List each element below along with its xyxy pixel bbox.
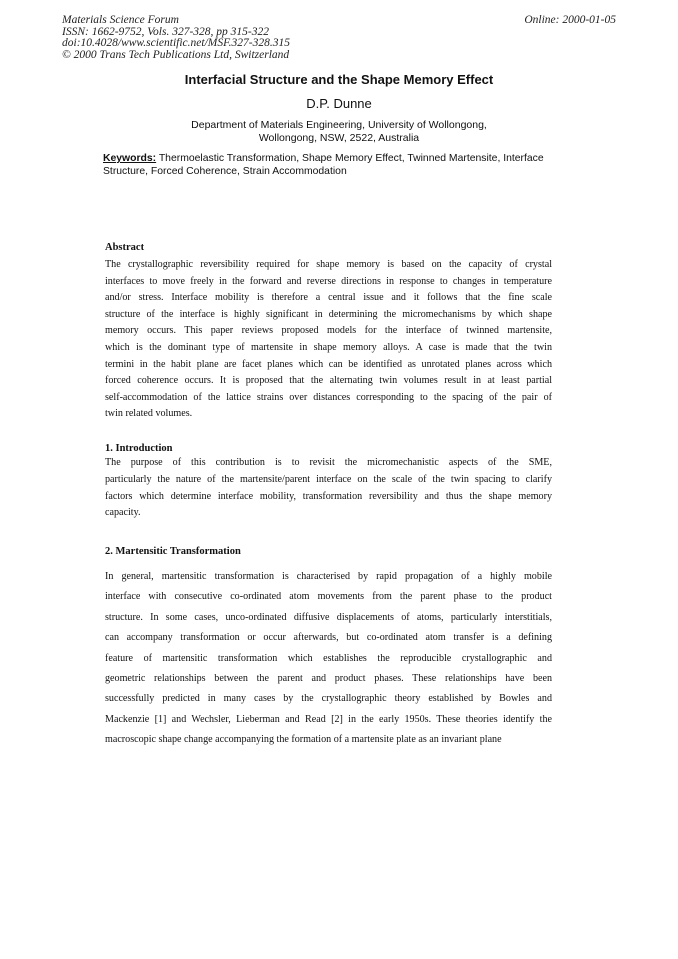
- affiliation-line: Wollongong, NSW, 2522, Australia: [258, 132, 420, 144]
- introduction-line: capacity.: [105, 507, 141, 519]
- section2-line: macroscopic shape change accompanying the formation of a martensite plate as an invariant plane: [105, 734, 502, 746]
- section2-line: interface with consecutive co-ordinated atom movements from the parent phase to the product: [105, 591, 552, 603]
- section2-line: feature of martensitic transformation which establishes the reproducible crystallographic and: [105, 652, 552, 664]
- abstract-line: structure of the interface is highly significant in determining the micromechanisms by which shape: [105, 308, 552, 320]
- keywords: [103, 152, 553, 178]
- abstract-line: termini in the habit plane are facet planes which can be identified as unrotated planes across which: [105, 358, 552, 370]
- section2-line: structure. In some cases, unco-ordinated diffusive displacements of atoms, particularly interstitials,: [105, 611, 552, 623]
- introduction-line: The purpose of this contribution is to revisit the micromechanistic aspects of the SME,: [105, 457, 552, 468]
- abstract-line: which is the dominant type of martensite in shape memory alloys. A case is made that the twin: [105, 341, 552, 353]
- author-name: D.P. Dunne: [306, 96, 372, 111]
- section2-body: [105, 567, 552, 751]
- keywords-label: Keywords:: [103, 153, 157, 164]
- section2-heading: 2. Martensitic Transformation: [105, 546, 241, 557]
- keywords-text: Thermoelastic Transformation, Shape Memory Effect, Twinned Martensite, Interface Structure, Forced Coherence, Strain Accommodation: [103, 153, 544, 177]
- abstract-line: self-accommodation of the lattice strains over distances corresponding to the spacing of the pair of: [105, 391, 552, 403]
- journal-doi: doi:10.4028/www.scientific.net/MSF.327-328.315: [62, 37, 290, 49]
- section2-line: In general, martensitic transformation is characterised by rapid propagation of a highly mobile: [105, 571, 552, 582]
- introduction-line: factors which determine interface mobility, transformation reversibility and thus the shape memory: [105, 490, 552, 502]
- section2-line: can accompany transformation or occur afterwards, but co-ordinated atom transfer is a defining: [105, 632, 552, 644]
- abstract-line: memory occurs. This paper reviews proposed models for the interface of twinned martensite,: [105, 325, 552, 337]
- journal-name: Materials Science Forum: [62, 14, 179, 26]
- introduction-body: [105, 455, 552, 522]
- abstract-body: [105, 257, 552, 423]
- introduction-line: particularly the nature of the martensite/parent interface on the scale of the twin spacing to clarify: [105, 473, 552, 485]
- abstract-line: interfaces to move freely in the forward and reverse directions in response to changes in temperature: [105, 275, 552, 287]
- abstract-line: twin related volumes.: [105, 408, 193, 420]
- journal-issn: ISSN: 1662-9752, Vols. 327-328, pp 315-322: [62, 25, 269, 38]
- journal-copyright: © 2000 Trans Tech Publications Ltd, Switzerland: [62, 48, 290, 61]
- section2-line: Mackenzie [1] and Wechsler, Lieberman and Read [2] in the early 1950s. These theories identify the: [105, 713, 552, 725]
- section2-line: successfully predicted in many cases by the crystallographic theory established by Bowles and: [105, 693, 552, 705]
- affiliation-line: Department of Materials Engineering, University of Wollongong,: [191, 119, 487, 131]
- introduction-heading: 1. Introduction: [105, 443, 173, 454]
- abstract-line: and/or stress. Interface mobility is therefore a central issue and it follows that the fine scale: [105, 292, 552, 304]
- journal-header: [62, 15, 616, 61]
- affiliation: [0, 119, 678, 145]
- abstract-line: The crystallographic reversibility required for shape memory is based on the capacity of crystal: [105, 259, 552, 270]
- section2-line: geometric relationships between the parent and product phases. These relationships have been: [105, 673, 552, 685]
- paper-title: Interfacial Structure and the Shape Memory Effect: [184, 72, 494, 87]
- abstract-line: forced coherence occurs. It is proposed that the alternating twin volumes result in at least partial: [105, 375, 552, 387]
- abstract-heading: Abstract: [105, 242, 145, 253]
- online-date: Online: 2000-01-05: [524, 14, 616, 26]
